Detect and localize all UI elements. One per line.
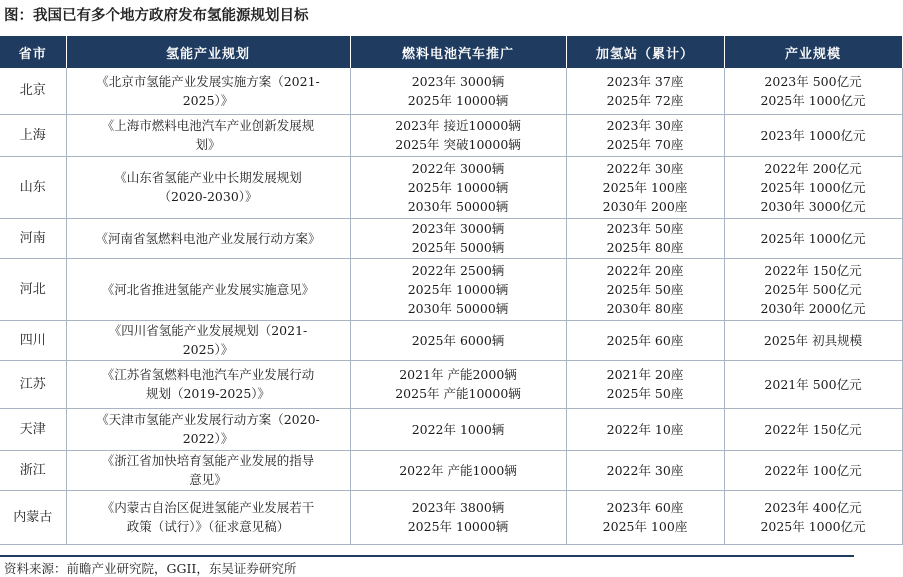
scale-cell-line: 2025年 1000亿元 [760, 92, 866, 108]
plan-cell [66, 360, 350, 408]
scale-cell [724, 68, 902, 114]
vehicles-cell-line: 2022年 2500辆 [411, 262, 505, 278]
vehicles-cell-line: 2025年 10000辆 [407, 92, 509, 108]
vehicles-cell-line: 2022年 产能1000辆 [399, 462, 517, 478]
header-plan: 氢能产业规划 [66, 36, 350, 68]
stations-cell [566, 450, 724, 490]
stations-cell-line: 2021年 20座 [606, 367, 684, 382]
plan-cell-line: 2022）》 [182, 431, 234, 446]
stations-cell-line: 2025年 100座 [602, 179, 688, 195]
page-title: 图：我国已有多个地方政府发布氢能源规划目标 [4, 8, 309, 24]
vehicles-cell-line: 2023年 3800辆 [411, 500, 505, 515]
stations-cell-line: 2025年 50座 [606, 386, 684, 401]
vehicles-cell-line: 2025年 产能10000辆 [395, 386, 521, 401]
plan-cell-line: 《浙江省加快培育氢能产业发展的指导 [101, 453, 315, 468]
scale-cell-line: 2025年 初具规模 [763, 332, 863, 348]
table-row [0, 218, 902, 258]
scale-cell [724, 114, 902, 156]
plan-cell-line: 政策（试行）》（征求意见稿） [126, 519, 290, 534]
plan-cell-line: 《江苏省氢燃料电池汽车产业发展行动 [101, 367, 315, 382]
vehicles-cell-line: 2023年 接近10000辆 [395, 118, 521, 133]
plan-cell [66, 68, 350, 114]
scale-cell-line: 2023年 1000亿元 [760, 127, 866, 143]
vehicles-cell-line: 2022年 1000辆 [411, 421, 505, 437]
plan-cell [66, 450, 350, 490]
plan-cell-line: 《山东省氢能产业中长期发展规划 [114, 170, 302, 185]
scale-cell-line: 2025年 1000亿元 [760, 519, 866, 534]
scale-cell [724, 450, 902, 490]
stations-cell-line: 2025年 72座 [606, 92, 684, 108]
plan-cell [66, 320, 350, 360]
scale-cell-line: 2025年 1000亿元 [760, 179, 866, 195]
vehicles-cell [350, 450, 566, 490]
stations-cell [566, 408, 724, 450]
scale-cell-line: 2022年 150亿元 [764, 262, 862, 278]
header-province: 省市 [0, 36, 66, 68]
vehicles-cell [350, 156, 566, 218]
scale-cell-line: 2022年 100亿元 [764, 462, 862, 478]
stations-cell [566, 218, 724, 258]
hydrogen-plan-table-container [0, 36, 866, 545]
scale-cell-line: 2025年 500亿元 [764, 281, 862, 297]
hydrogen-plan-table [0, 36, 903, 545]
scale-cell [724, 360, 902, 408]
vehicles-cell-line: 2022年 3000辆 [411, 160, 505, 176]
province-cell: 内蒙古 [0, 490, 66, 544]
vehicles-cell-line: 2021年 产能2000辆 [399, 367, 517, 382]
plan-cell-line: 《河北省推进氢能产业发展实施意见》 [101, 281, 315, 297]
plan-cell-line: 规划（2019-2025）》 [145, 386, 271, 401]
footer-divider [0, 555, 854, 557]
plan-cell [66, 156, 350, 218]
plan-cell-line: 《四川省氢能产业发展规划（2021- [108, 323, 308, 338]
table-row [0, 114, 902, 156]
stations-cell-line: 2025年 80座 [606, 240, 684, 255]
scale-cell [724, 156, 902, 218]
vehicles-cell [350, 320, 566, 360]
vehicles-cell [350, 408, 566, 450]
table-row [0, 450, 902, 490]
plan-cell-line: 《北京市氢能产业发展实施方案（2021- [96, 73, 320, 89]
province-cell: 山东 [0, 156, 66, 218]
scale-cell-line: 2023年 500亿元 [764, 73, 862, 89]
plan-cell-line: 2025）》 [182, 342, 234, 357]
scale-cell-line: 2022年 150亿元 [764, 421, 862, 437]
vehicles-cell [350, 490, 566, 544]
scale-cell [724, 258, 902, 320]
vehicles-cell-line: 2023年 3000辆 [411, 73, 505, 89]
scale-cell [724, 218, 902, 258]
plan-cell [66, 490, 350, 544]
header-stations: 加氢站（累计） [566, 36, 724, 68]
header-vehicles: 燃料电池汽车推广 [350, 36, 566, 68]
scale-cell [724, 408, 902, 450]
scale-cell-line: 2022年 200亿元 [764, 160, 862, 176]
scale-cell-line: 2025年 1000亿元 [760, 230, 866, 246]
vehicles-cell-line: 2023年 3000辆 [411, 221, 505, 236]
stations-cell-line: 2022年 30座 [606, 160, 684, 176]
vehicles-cell-line: 2030年 50000辆 [407, 198, 509, 214]
plan-cell-line: 《天津市氢能产业发展行动方案（2020- [96, 412, 320, 427]
stations-cell-line: 2025年 100座 [602, 519, 688, 534]
vehicles-cell-line: 2025年 6000辆 [411, 332, 505, 348]
province-cell: 北京 [0, 68, 66, 114]
table-row [0, 490, 902, 544]
stations-cell-line: 2030年 80座 [606, 300, 684, 316]
stations-cell-line: 2022年 10座 [606, 421, 684, 437]
plan-cell-line: 划》 [195, 137, 221, 152]
table-header-row [0, 36, 902, 68]
stations-cell [566, 360, 724, 408]
vehicles-cell-line: 2025年 5000辆 [411, 240, 505, 255]
table-row [0, 320, 902, 360]
vehicles-cell [350, 68, 566, 114]
province-cell: 浙江 [0, 450, 66, 490]
vehicles-cell-line: 2030年 50000辆 [407, 300, 509, 316]
plan-cell-line: 2025）》 [182, 92, 234, 108]
vehicles-cell-line: 2025年 10000辆 [407, 519, 509, 534]
stations-cell [566, 156, 724, 218]
stations-cell [566, 258, 724, 320]
province-cell: 河南 [0, 218, 66, 258]
stations-cell-line: 2025年 50座 [606, 281, 684, 297]
scale-cell-line: 2030年 2000亿元 [760, 300, 866, 316]
header-scale: 产业规模 [724, 36, 902, 68]
stations-cell [566, 68, 724, 114]
stations-cell [566, 320, 724, 360]
plan-cell-line: 《河南省氢燃料电池产业发展行动方案》 [95, 230, 321, 246]
table-row [0, 68, 902, 114]
stations-cell-line: 2022年 20座 [606, 262, 684, 278]
vehicles-cell-line: 2025年 突破10000辆 [395, 137, 521, 152]
plan-cell [66, 114, 350, 156]
province-cell: 天津 [0, 408, 66, 450]
province-cell: 四川 [0, 320, 66, 360]
table-row [0, 360, 902, 408]
plan-cell-line: （2020-2030）》 [158, 189, 258, 204]
table-row [0, 408, 902, 450]
stations-cell-line: 2023年 37座 [606, 73, 684, 89]
plan-cell [66, 218, 350, 258]
scale-cell-line: 2021年 500亿元 [764, 376, 862, 392]
plan-cell-line: 意见》 [189, 472, 227, 487]
scale-cell-line: 2023年 400亿元 [764, 500, 862, 515]
table-row [0, 258, 902, 320]
stations-cell-line: 2025年 70座 [606, 137, 684, 152]
stations-cell [566, 114, 724, 156]
province-cell: 江苏 [0, 360, 66, 408]
vehicles-cell-line: 2025年 10000辆 [407, 281, 509, 297]
vehicles-cell [350, 360, 566, 408]
plan-cell-line: 《内蒙古自治区促进氢能产业发展若干 [101, 500, 315, 515]
stations-cell-line: 2025年 60座 [606, 332, 684, 348]
vehicles-cell-line: 2025年 10000辆 [407, 179, 509, 195]
scale-cell-line: 2030年 3000亿元 [760, 198, 866, 214]
stations-cell-line: 2022年 30座 [606, 462, 684, 478]
plan-cell [66, 258, 350, 320]
table-row [0, 156, 902, 218]
scale-cell [724, 320, 902, 360]
vehicles-cell [350, 218, 566, 258]
stations-cell-line: 2023年 50座 [606, 221, 684, 236]
source-note: 资料来源：前瞻产业研究院，GGII，东吴证券研究所 [4, 561, 297, 576]
stations-cell [566, 490, 724, 544]
plan-cell-line: 《上海市燃料电池汽车产业创新发展规 [101, 118, 315, 133]
stations-cell-line: 2023年 60座 [606, 500, 684, 515]
plan-cell [66, 408, 350, 450]
stations-cell-line: 2030年 200座 [602, 198, 688, 214]
scale-cell [724, 490, 902, 544]
stations-cell-line: 2023年 30座 [606, 118, 684, 133]
province-cell: 河北 [0, 258, 66, 320]
vehicles-cell [350, 258, 566, 320]
vehicles-cell [350, 114, 566, 156]
province-cell: 上海 [0, 114, 66, 156]
